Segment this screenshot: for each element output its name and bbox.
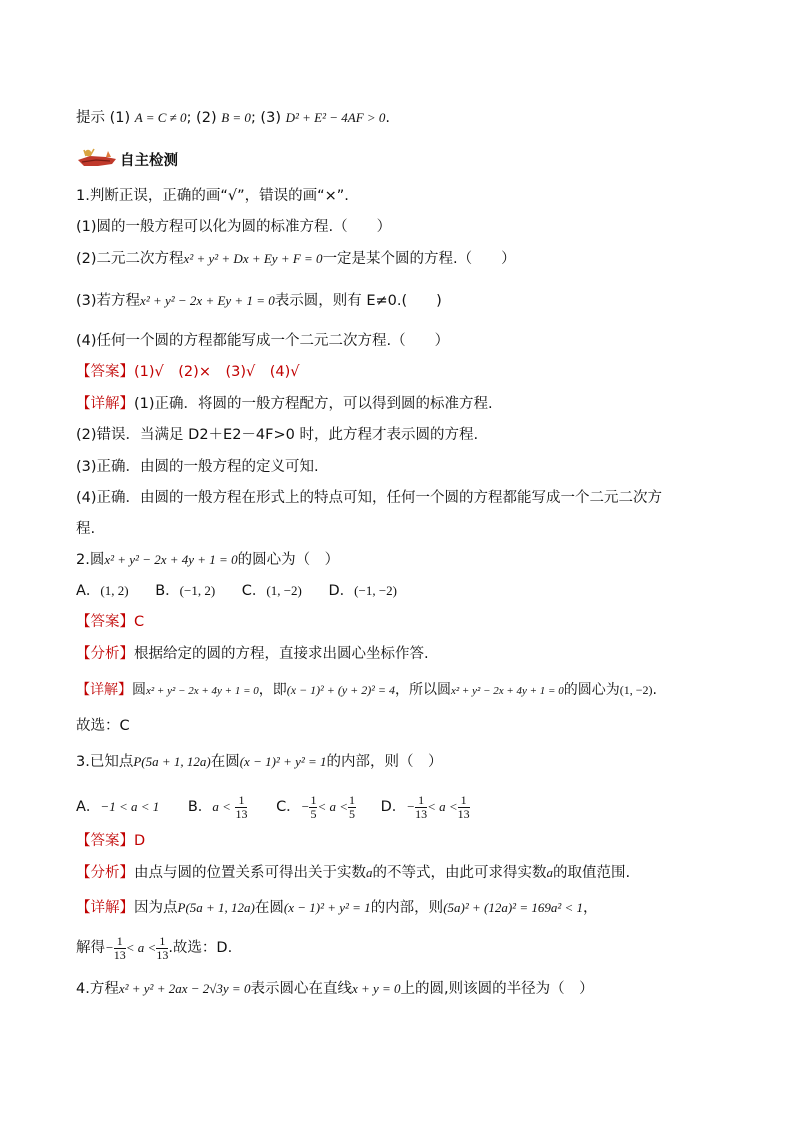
q2-option-a-value: (1, 2) [100,583,129,598]
q2-option-d: D． [328,583,355,599]
q3-option-b-value: a < [212,799,231,814]
q3-detail-lead: 因为点 [134,900,178,916]
q1-item-1: (1)圆的一般方程可以化为圆的标准方程.（ ） [76,219,392,235]
q3-option-c-fraction-2 [348,794,356,821]
q2-detail-formula-4: (1, −2) [619,683,653,697]
q4-stem-line: x + y = 0 [351,981,401,996]
q3-option-d-minus: − [406,799,416,814]
q2-detail [76,680,657,701]
hint-formula-3: D² + E² − 4AF > 0 [285,110,386,125]
q3-analysis [76,863,630,883]
q2-stem [76,550,339,570]
q1-detail-4: (4)正确．由圆的一般方程在形式上的特点可知，任何一个圆的方程都能写成一个二元二次方 [76,490,663,506]
q3-option-c-minus: − [300,799,310,814]
q3-option-a: A． [76,799,101,815]
hint-end: . [385,110,391,126]
q3-analysis-lead: 由点与圆的位置关系可得出关于实数 [134,865,366,881]
q2-option-b: B． [155,583,180,599]
detail-tag: 【详解】 [76,396,134,412]
q2-answer [76,612,144,632]
q3-stem [76,752,443,772]
q2-option-c: C． [241,583,267,599]
fraction-denominator: 13 [457,806,470,821]
q3-detail-end: ， [583,900,598,916]
answer-tag: 【答案】 [76,364,134,380]
hint-lead: 提示 (1) [76,110,131,126]
q2-stem-tail: 的圆心为（ ） [237,552,340,568]
fraction-numerator: 1 [458,794,470,808]
fraction-denominator: 5 [310,806,317,821]
q2-detail-formula-1: x² + y² − 2x + 4y + 1 = 0 [146,685,259,697]
detail-tag: 【详解】 [76,900,134,916]
q4-stem-mid: 表示圆心在直线 [250,981,352,997]
q2-detail-formula-3: x² + y² − 2x + 4y + 1 = 0 [450,685,564,697]
q2-stem-lead: 2.圆 [76,552,105,568]
q3-analysis-var-2: a [546,865,553,880]
q1-stem: 1.判断正误，正确的画“√”，错误的画“×”. [76,188,349,204]
hint-sep-1: ; (2) [186,110,217,126]
section-title: 自主检测 [120,153,178,169]
q3-option-d-fraction-2 [458,794,470,821]
q2-option-d-value: (−1, −2) [354,583,397,598]
q1-item-3-lead: (3)若方程 [76,293,141,309]
q3-solution-tail: .故选：D. [168,940,233,956]
q3-solution-lead: 解得 [76,940,105,956]
q3-option-b-fraction [235,794,247,821]
q1-detail-4-cont: 程. [76,521,96,537]
q4-stem [76,979,594,999]
q3-detail-then: 的内部，则 [370,900,444,916]
fraction-denominator: 5 [349,806,356,821]
hint-formula-1: A = C ≠ 0 [134,110,187,125]
hint-sep-2: ; (3) [250,110,281,126]
q2-conclusion: 故选：C [76,718,130,734]
q1-detail-2: (2)错误．当满足 D2＋E2－4F>0 时，此方程才表示圆的方程. [76,427,479,443]
fraction-numerator: 1 [156,935,168,949]
q3-solution-fraction-2 [156,935,168,962]
q3-option-b: B． [187,799,213,815]
q1-item-4: (4)任何一个圆的方程都能写成一个二元二次方程.（ ） [76,333,450,349]
q2-detail-end: . [652,682,657,698]
q1-item-2-tail: 一定是某个圆的方程.（ ） [322,251,516,267]
q1-answer-value: (1)√ (2)× (3)√ (4)√ [134,364,300,380]
q1-item-2-lead: (2)二元二次方程 [76,251,184,267]
q1-item-3-formula: x² + y² − 2x + Ey + 1 = 0 [140,293,275,308]
q3-analysis-mid: 的不等式，由此可求得实数 [372,865,547,881]
fraction-numerator: 1 [235,794,247,808]
q2-analysis-text: 根据给定的圆的方程，直接求出圆心坐标作答. [134,646,429,662]
q3-option-a-value: −1 < a < 1 [100,799,160,814]
fraction-denominator: 13 [235,806,248,821]
q2-detail-sep-2: ，所以圆 [394,682,451,698]
hint-line [76,108,390,128]
q2-answer-value: C [134,614,145,630]
q3-detail-point: P(5a + 1, 12a) [177,900,255,915]
q3-option-d: D． [380,799,407,815]
q2-option-a: A． [76,583,101,599]
q3-analysis-var-1: a [366,865,373,880]
fraction-numerator: 1 [415,794,427,808]
q3-option-d-ineq: < a < [427,799,458,814]
q1-detail-1 [76,394,493,414]
fraction-denominator: 13 [113,947,126,962]
fraction-denominator: 13 [415,806,428,821]
q2-detail-sep-1: ，即 [258,682,287,698]
q3-solution-ineq: < a < [125,940,157,955]
q3-answer [76,831,145,851]
q3-solution-minus: − [105,940,114,955]
q4-stem-tail: 上的圆,则该圆的半径为（ ） [400,981,594,997]
q1-detail-1-text: (1)正确．将圆的一般方程配方，可以得到圆的标准方程. [134,396,493,412]
q2-detail-sep-3: 的圆心为 [563,682,620,698]
q2-detail-formula-2: (x − 1)² + (y + 2)² = 4 [286,683,395,697]
q2-options [76,581,397,601]
fraction-numerator: 1 [349,792,356,807]
analysis-tag: 【分析】 [76,646,134,662]
q3-solution [76,933,232,963]
banner-icon [76,146,118,172]
q1-answer [76,362,300,382]
fraction-denominator: 13 [156,947,169,962]
q2-option-b-value: (−1, 2) [179,583,216,598]
fraction-numerator: 1 [114,935,126,949]
q3-option-c-ineq: < a < [317,799,349,814]
q3-detail [76,898,598,918]
q1-item-3 [76,291,442,311]
q2-analysis [76,644,429,664]
q2-stem-formula: x² + y² − 2x + 4y + 1 = 0 [104,552,238,567]
q3-solution-fraction-1 [114,935,126,962]
q1-item-3-tail: 表示圆，则有 E≠0.( ) [274,293,442,309]
q3-option-d-fraction-1 [415,794,427,821]
q3-stem-circle: (x − 1)² + y² = 1 [239,754,327,769]
q3-stem-mid: 在圆 [210,754,240,770]
analysis-tag: 【分析】 [76,865,134,881]
q3-stem-lead: 3.已知点 [76,754,134,770]
q1-item-2-formula: x² + y² + Dx + Ey + F = 0 [183,251,323,266]
detail-tag: 【详解】 [76,682,132,698]
q3-detail-mid: 在圆 [254,900,284,916]
q2-option-c-value: (1, −2) [266,583,302,598]
q2-detail-lead: 圆 [132,682,146,698]
q3-stem-point: P(5a + 1, 12a) [133,754,211,769]
fraction-numerator: 1 [310,792,317,807]
q1-detail-3: (3)正确．由圆的一般方程的定义可知. [76,459,319,475]
q3-stem-tail: 的内部，则（ ） [326,754,443,770]
q3-detail-circle: (x − 1)² + y² = 1 [283,900,371,915]
q4-stem-lead: 4.方程 [76,981,119,997]
answer-tag: 【答案】 [76,614,134,630]
q3-answer-value: D [134,833,146,849]
q3-detail-inequality: (5a)² + (12a)² = 169a² < 1 [443,900,584,915]
answer-tag: 【答案】 [76,833,134,849]
q4-stem-formula: x² + y² + 2ax − 2√3y = 0 [118,981,251,996]
q3-options [76,792,470,822]
hint-formula-2: B = 0 [221,110,251,125]
q3-analysis-tail: 的取值范围. [553,865,631,881]
q3-option-c: C． [276,799,301,815]
q1-item-2 [76,249,516,269]
